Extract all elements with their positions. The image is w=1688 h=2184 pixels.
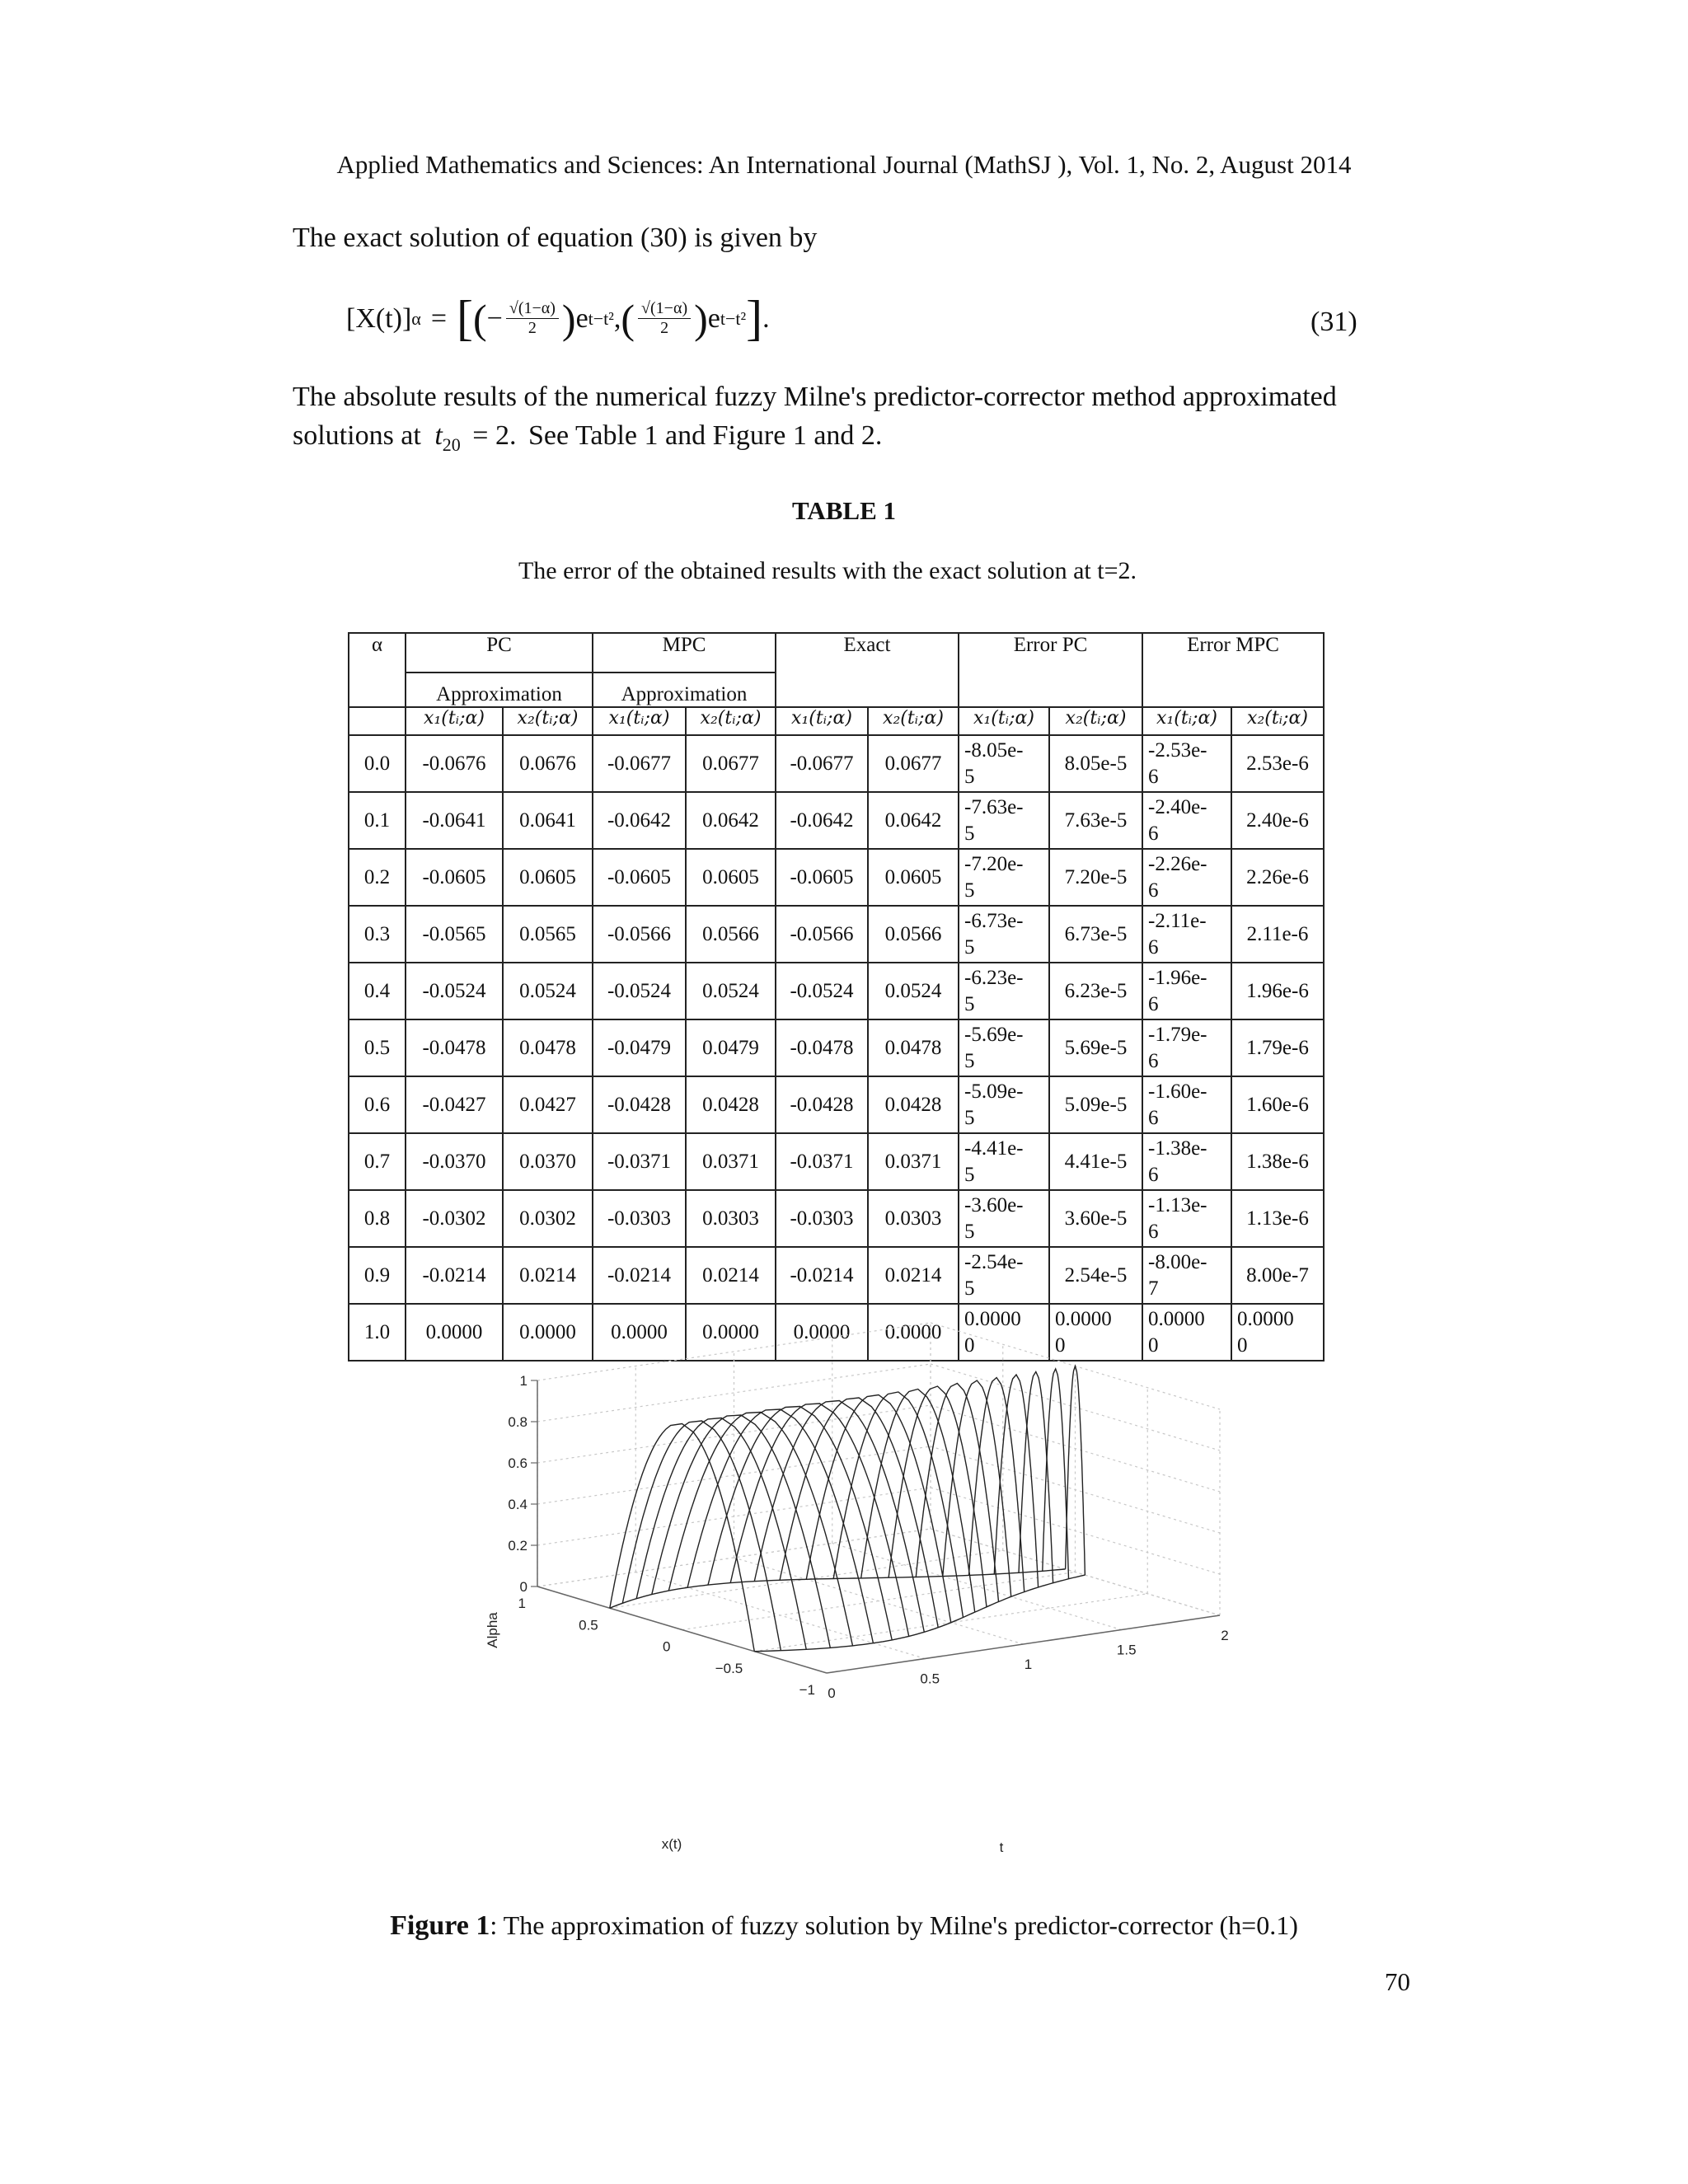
header-x1: x₁(tᵢ;α): [959, 707, 1049, 735]
table-cell: 0.2: [349, 849, 406, 906]
table-cell: -6.73e- 5: [959, 906, 1049, 963]
eq-lhs: [X(t)]: [346, 302, 412, 334]
header-error-pc: Error PC: [959, 633, 1142, 707]
table-cell: -0.0371: [776, 1133, 868, 1190]
eq-frac-left: $\frac{√(1-\alpha)}{2}$: [506, 299, 559, 338]
header-x2: x₂(tᵢ;α): [1049, 707, 1142, 735]
table-cell: 8.05e-5: [1049, 735, 1142, 792]
header-mpc-approx: Approximation: [593, 673, 776, 707]
surface-curve: [652, 1415, 831, 1647]
table-cell: 1.38e-6: [1231, 1133, 1324, 1190]
z-tick-label: 0.4: [508, 1497, 528, 1512]
table-cell: 0.0371: [686, 1133, 776, 1190]
surface-curve: [622, 1421, 781, 1651]
z-axis-label: Alpha: [485, 1612, 500, 1648]
table-cell: 0.3: [349, 906, 406, 963]
table-cell: -0.0566: [593, 906, 686, 963]
z-tick-label: 1: [519, 1373, 528, 1389]
header-mpc: MPC: [593, 633, 776, 673]
table-cell: -0.0676: [406, 735, 503, 792]
figure-caption: Figure 1: The approximation of fuzzy solution by Milne's predictor-corrector (h=0.1): [390, 1910, 1298, 1941]
table-cell: -0.0303: [593, 1190, 686, 1247]
header-x2: x₂(tᵢ;α): [1231, 707, 1324, 735]
table-cell: 0.0524: [686, 963, 776, 1019]
table-row: [349, 1190, 1324, 1247]
eq-frac-right: $\frac{√(1-\alpha)}{2}$: [638, 299, 691, 338]
table-cell: 0.0000: [776, 1304, 868, 1361]
eq-exp-right: t−t²: [720, 307, 747, 329]
header-x2: x₂(tᵢ;α): [503, 707, 593, 735]
table-cell: 0.0: [349, 735, 406, 792]
equation-31: [X(t)] α = [ ( − $\frac{√(1-\alpha)}{2}$ ) e t−t² , ( $\frac{√(1-\alpha)}{2}$ ) e t−t² ] .: [346, 291, 770, 345]
table-cell: 0.0428: [868, 1076, 959, 1133]
table-cell: -0.0566: [776, 906, 868, 963]
surface-curve: [754, 1401, 924, 1633]
table-cell: 0.0428: [686, 1076, 776, 1133]
table-cell: 0.9: [349, 1247, 406, 1304]
table-cell: -2.26e- 6: [1142, 849, 1231, 906]
z-tick-label: 0.6: [508, 1455, 528, 1471]
error-table: [348, 632, 1325, 1361]
table-cell: 0.0642: [868, 792, 959, 849]
table-cell: 0.0000 0: [1049, 1304, 1142, 1361]
table-cell: 2.11e-6: [1231, 906, 1324, 963]
table-cell: 0.0302: [503, 1190, 593, 1247]
table-cell: 6.73e-5: [1049, 906, 1142, 963]
table-cell: 0.0000: [686, 1304, 776, 1361]
table-cell: 0.0605: [503, 849, 593, 906]
z-tick-label: 0.2: [508, 1538, 528, 1554]
table-cell: 0.0524: [503, 963, 593, 1019]
table-cell: -5.69e- 5: [959, 1019, 1049, 1076]
table-cell: 0.0478: [503, 1019, 593, 1076]
table-cell: -0.0677: [593, 735, 686, 792]
table-row: [349, 963, 1324, 1019]
table-cell: 0.0214: [503, 1247, 593, 1304]
table-cell: -0.0677: [776, 735, 868, 792]
x-tick-label: −0.5: [715, 1660, 743, 1676]
table-cell: 5.69e-5: [1049, 1019, 1142, 1076]
table-cell: 0.0566: [686, 906, 776, 963]
table-cell: -5.09e- 5: [959, 1076, 1049, 1133]
table-cell: 0.0370: [503, 1133, 593, 1190]
table-cell: -2.40e- 6: [1142, 792, 1231, 849]
table-cell: 2.40e-6: [1231, 792, 1324, 849]
table-cell: 0.0641: [503, 792, 593, 849]
table-cell: 0.0000 0: [1231, 1304, 1324, 1361]
table-cell: 0.0565: [503, 906, 593, 963]
table-cell: 0.0000: [593, 1304, 686, 1361]
x-tick-label: 0: [663, 1638, 671, 1655]
table-row: [349, 1019, 1324, 1076]
table-cell: -0.0524: [593, 963, 686, 1019]
table-cell: 0.0677: [686, 735, 776, 792]
table-cell: 0.0524: [868, 963, 959, 1019]
table-cell: 0.6: [349, 1076, 406, 1133]
table-cell: 0.8: [349, 1190, 406, 1247]
header-x1: x₁(tᵢ;α): [776, 707, 868, 735]
table-cell: -0.0302: [406, 1190, 503, 1247]
table-cell: 0.0427: [503, 1076, 593, 1133]
t-tick-label: 0.5: [920, 1671, 940, 1687]
table-row: [349, 792, 1324, 849]
surface-curve: [687, 1409, 873, 1643]
table-row: [349, 1076, 1324, 1133]
table-cell: -0.0605: [776, 849, 868, 906]
surface-curve: [806, 1395, 951, 1623]
table-row: [349, 1304, 1324, 1361]
table-cell: 0.0000 0: [1142, 1304, 1231, 1361]
table-cell: -0.0427: [406, 1076, 503, 1133]
table-cell: 1.79e-6: [1231, 1019, 1324, 1076]
table-cell: 0.0000: [503, 1304, 593, 1361]
header-x1: x₁(tᵢ;α): [406, 707, 503, 735]
table-cell: 0.0676: [503, 735, 593, 792]
table-cell: -8.05e- 5: [959, 735, 1049, 792]
table-row: [349, 1133, 1324, 1190]
table-cell: 7.63e-5: [1049, 792, 1142, 849]
t-axis: [827, 1615, 1220, 1673]
table-cell: 0.4: [349, 963, 406, 1019]
table-cell: 0.7: [349, 1133, 406, 1190]
table-cell: -0.0371: [593, 1133, 686, 1190]
table-cell: -1.96e- 6: [1142, 963, 1231, 1019]
journal-header: Applied Mathematics and Sciences: An International Journal (MathSJ ), Vol. 1, No. 2, August 2014: [336, 150, 1352, 179]
table-cell: -3.60e- 5: [959, 1190, 1049, 1247]
surface-curve: [668, 1413, 852, 1646]
header-exact: Exact: [776, 633, 959, 707]
table-cell: -6.23e- 5: [959, 963, 1049, 1019]
table-cell: 6.23e-5: [1049, 963, 1142, 1019]
table-cell: 7.20e-5: [1049, 849, 1142, 906]
table-cell: 0.0605: [686, 849, 776, 906]
table-cell: 0.0642: [686, 792, 776, 849]
table-cell: 0.1: [349, 792, 406, 849]
table-cell: 3.60e-5: [1049, 1190, 1142, 1247]
table-cell: 2.53e-6: [1231, 735, 1324, 792]
table-cell: 1.96e-6: [1231, 963, 1324, 1019]
table-cell: -8.00e- 7: [1142, 1247, 1231, 1304]
table-cell: -0.0478: [406, 1019, 503, 1076]
header-x1: x₁(tᵢ;α): [593, 707, 686, 735]
surface-curve: [916, 1384, 998, 1602]
z-tick-label: 0.8: [508, 1414, 528, 1430]
table-cell: -0.0605: [406, 849, 503, 906]
header-pc: PC: [406, 633, 593, 673]
table-cell: -2.53e- 6: [1142, 735, 1231, 792]
table-cell: 1.0: [349, 1304, 406, 1361]
grid-line: [832, 1544, 1122, 1630]
intro-text: The exact solution of equation (30) is given by: [293, 223, 818, 253]
table-cell: -0.0214: [593, 1247, 686, 1304]
header-x1: x₁(tᵢ;α): [1142, 707, 1231, 735]
table-title: TABLE 1: [791, 496, 897, 525]
x-tick-label: −1: [799, 1682, 815, 1698]
table-cell: 2.54e-5: [1049, 1247, 1142, 1304]
table-cell: 0.0303: [868, 1190, 959, 1247]
header-error-mpc: Error MPC: [1142, 633, 1324, 707]
table-cell: 5.09e-5: [1049, 1076, 1142, 1133]
table-row: [349, 1247, 1324, 1304]
table-cell: 0.0371: [868, 1133, 959, 1190]
table-cell: -2.11e- 6: [1142, 906, 1231, 963]
table-row: [349, 906, 1324, 963]
table-cell: 0.0479: [686, 1019, 776, 1076]
surface-chart: [346, 1373, 1294, 1875]
table-cell: 0.0605: [868, 849, 959, 906]
table-cell: -0.0642: [776, 792, 868, 849]
table-cell: -2.54e- 5: [959, 1247, 1049, 1304]
table-cell: -1.13e- 6: [1142, 1190, 1231, 1247]
eq-lhs-sup: α: [411, 307, 421, 329]
table-cell: 0.0000: [868, 1304, 959, 1361]
table-cell: 4.41e-5: [1049, 1133, 1142, 1190]
surface-curve: [1043, 1369, 1069, 1579]
table-cell: -0.0565: [406, 906, 503, 963]
table-cell: 0.0214: [868, 1247, 959, 1304]
table-cell: 1.60e-6: [1231, 1076, 1324, 1133]
eq-equals: =: [430, 302, 448, 334]
z-tick-label: 0: [519, 1579, 528, 1595]
header-x2: x₂(tᵢ;α): [868, 707, 959, 735]
table-cell: 0.0303: [686, 1190, 776, 1247]
table-cell: -0.0605: [593, 849, 686, 906]
t-tick-label: 1: [1024, 1657, 1033, 1672]
table-cell: -0.0214: [406, 1247, 503, 1304]
table-cell: -0.0428: [776, 1076, 868, 1133]
table-cell: -4.41e- 5: [959, 1133, 1049, 1190]
table-cell: 0.0000 0: [959, 1304, 1049, 1361]
table-cell: -1.79e- 6: [1142, 1019, 1231, 1076]
table-cell: -0.0479: [593, 1019, 686, 1076]
table-cell: 0.0000: [406, 1304, 503, 1361]
x-tick-label: 1: [518, 1596, 526, 1611]
page-number: 70: [1385, 1967, 1410, 1996]
table-cell: 0.5: [349, 1019, 406, 1076]
table-cell: -1.60e- 6: [1142, 1076, 1231, 1133]
table-cell: 0.0478: [868, 1019, 959, 1076]
table-cell: -0.0370: [406, 1133, 503, 1190]
results-text-line1: The absolute results of the numerical fuzzy Milne's predictor-corrector method approximated: [293, 382, 1337, 412]
equation-number: (31): [1311, 307, 1357, 337]
table-row: [349, 849, 1324, 906]
t-tick-label: 2: [1221, 1628, 1229, 1643]
table-cell: 1.13e-6: [1231, 1190, 1324, 1247]
x-tick-label: 0.5: [579, 1617, 598, 1633]
t-tick-label: 0: [828, 1685, 836, 1701]
table-cell: -0.0642: [593, 792, 686, 849]
table-cell: -0.0641: [406, 792, 503, 849]
surface-curve: [780, 1398, 938, 1628]
t-axis-label: t: [999, 1840, 1004, 1855]
table-cell: 0.0677: [868, 735, 959, 792]
table-cell: -7.63e- 5: [959, 792, 1049, 849]
results-text-line2: solutions at $t_{20} = 2$. See Table 1 and Figure 1 and 2.: [293, 420, 883, 455]
header-alpha: α: [349, 633, 406, 707]
table-cell: 0.0566: [868, 906, 959, 963]
table-cell: -0.0303: [776, 1190, 868, 1247]
table-cell: 8.00e-7: [1231, 1247, 1324, 1304]
table-caption: The error of the obtained results with the exact solution at t=2.: [518, 557, 1137, 584]
header-x2: x₂(tᵢ;α): [686, 707, 776, 735]
table-cell: -1.38e- 6: [1142, 1133, 1231, 1190]
table-cell: -0.0478: [776, 1019, 868, 1076]
header-pc-approx: Approximation: [406, 673, 593, 707]
table-cell: -0.0524: [406, 963, 503, 1019]
surface-curve: [969, 1378, 1025, 1592]
table-row: [349, 735, 1324, 792]
t-tick-label: 1.5: [1116, 1642, 1137, 1658]
table-cell: -0.0214: [776, 1247, 868, 1304]
table-cell: 0.0214: [686, 1247, 776, 1304]
table-cell: -0.0428: [593, 1076, 686, 1133]
table-cell: 2.26e-6: [1231, 849, 1324, 906]
eq-exp-left: t−t²: [588, 307, 614, 329]
table-cell: -0.0524: [776, 963, 868, 1019]
table-cell: -7.20e- 5: [959, 849, 1049, 906]
x-axis-label: x(t): [661, 1836, 682, 1852]
figure-label: Figure 1: [390, 1910, 490, 1941]
